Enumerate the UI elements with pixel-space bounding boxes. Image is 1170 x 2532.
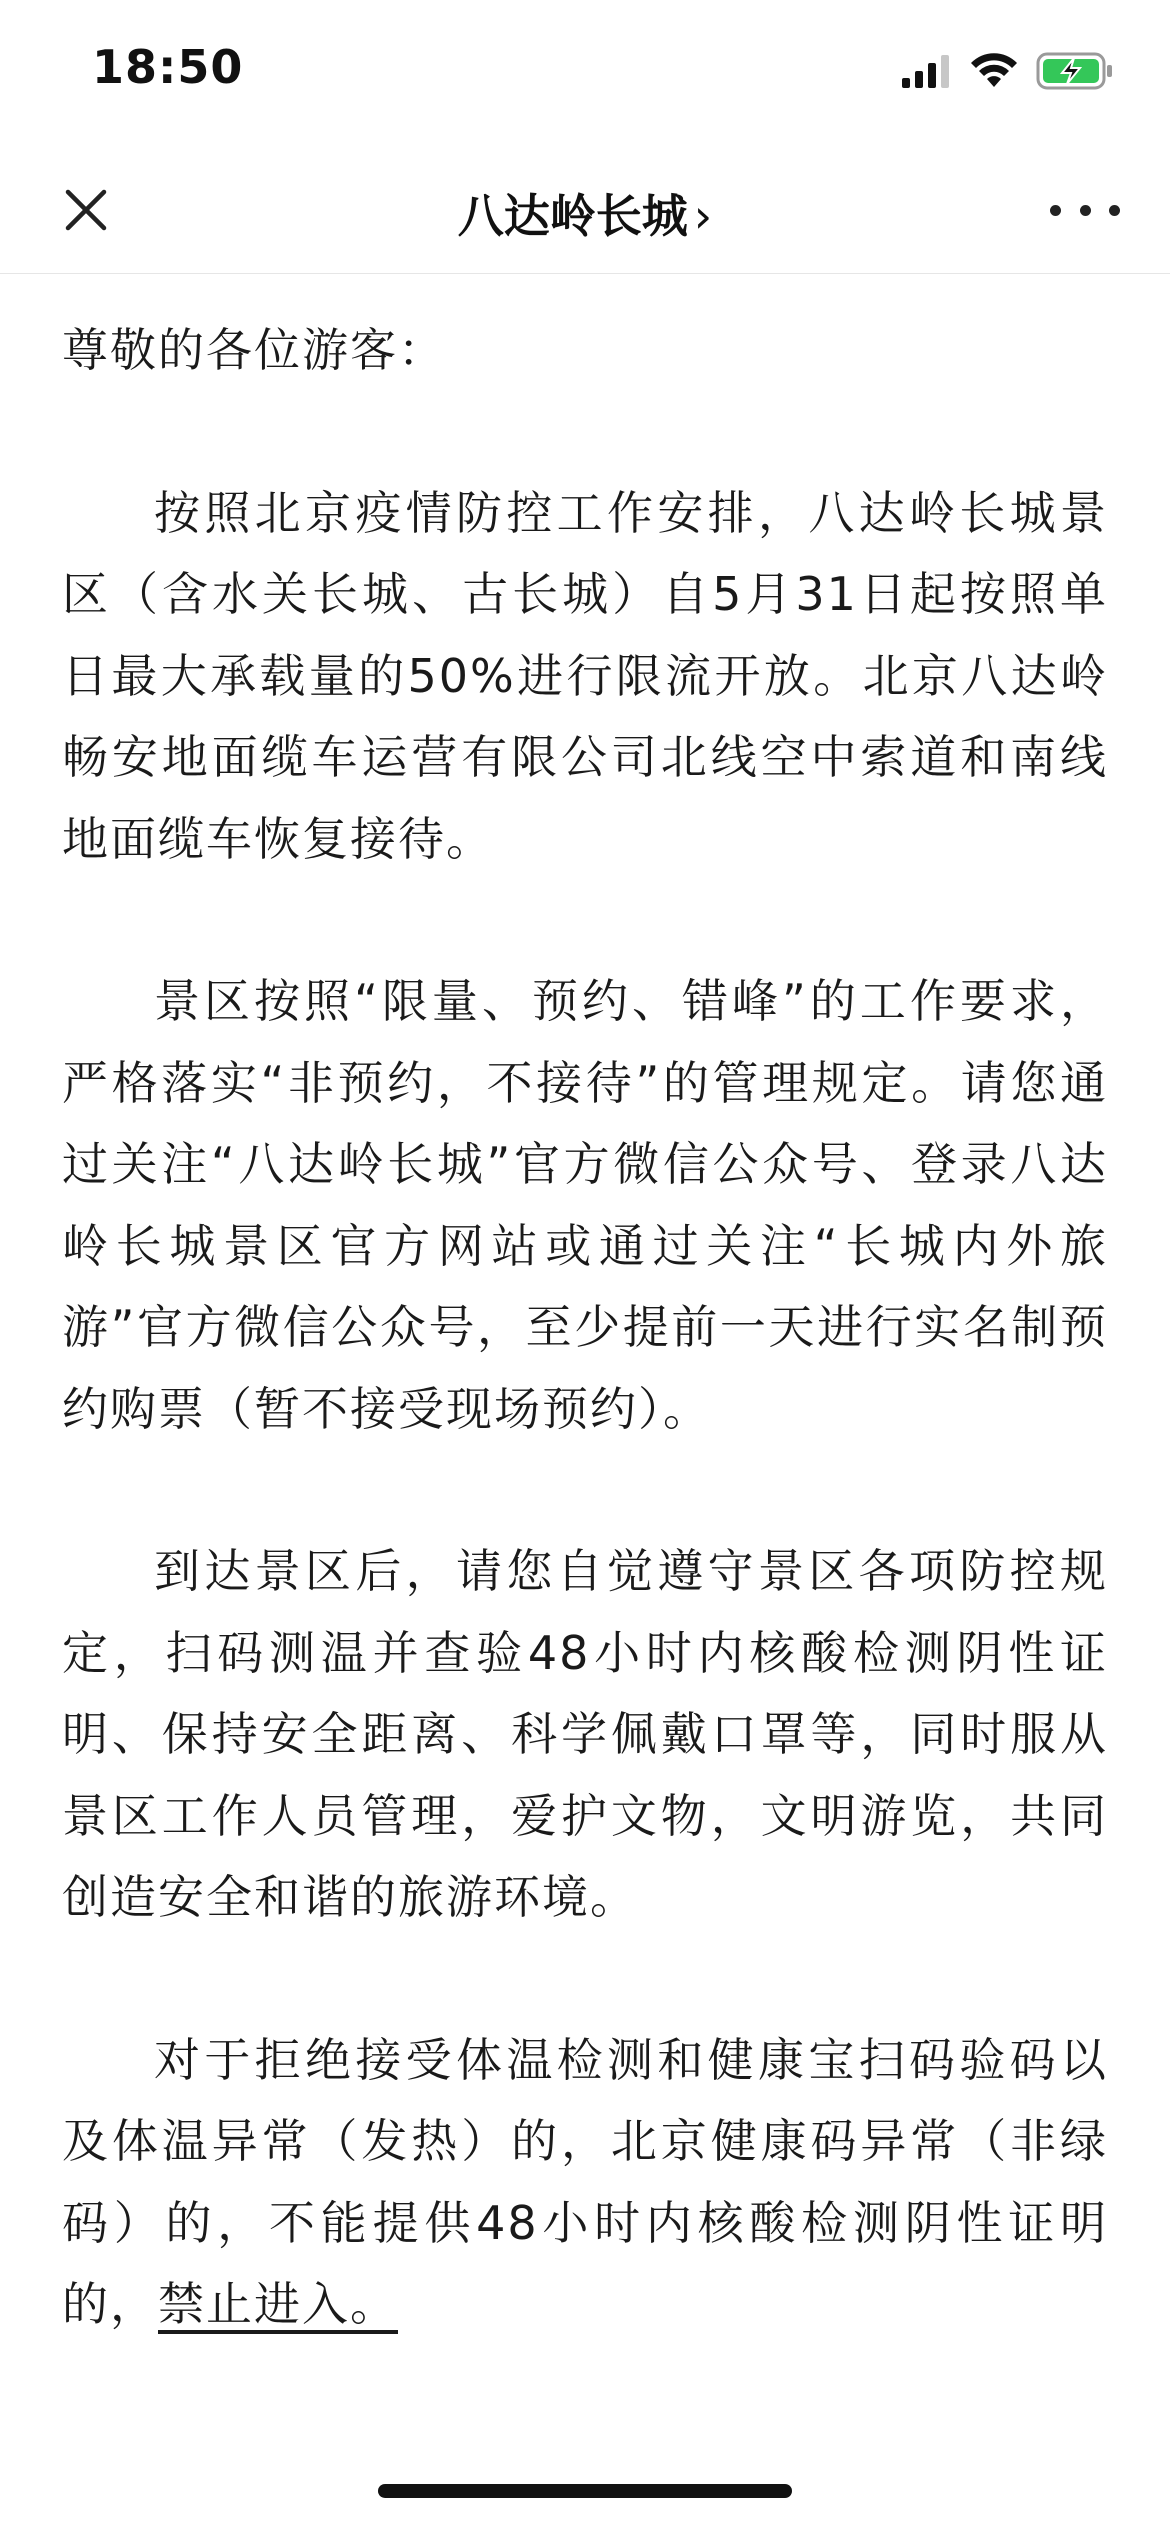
wifi-icon	[970, 53, 1018, 89]
cellular-signal-icon	[902, 54, 952, 88]
status-icons	[902, 52, 1114, 90]
home-indicator[interactable]	[378, 2484, 792, 2498]
account-title-link[interactable]	[0, 180, 1170, 246]
article-paragraph-4-main: 对于拒绝接受体温检测和健康宝扫码验码以及体温异常（发热）的，北京健康码异常（非绿码）的，不能提供48小时内核酸检测阴性证明的，	[62, 2032, 1108, 2331]
article-paragraph-4-emphasis: 禁止进入。	[158, 2277, 398, 2331]
article-paragraph-3: 到达景区后，请您自觉遵守景区各项防控规定，扫码测温并查验48小时内核酸检测阴性证明、保持安全距离、科学佩戴口罩等，同时服从景区工作人员管理，爱护文物，文明游览，共同创造安全和谐的旅游环境。	[62, 1544, 1108, 1924]
article-paragraph-2: 景区按照“限量、预约、错峰”的工作要求，严格落实“非预约，不接待”的管理规定。请您通过关注“八达岭长城”官方微信公众号、登录八达岭长城景区官方网站或通过关注“长城内外旅游”官方微信公众号，至少提前一天进行实名制预约购票（暂不接受现场预约）。	[62, 974, 1108, 1436]
page-title: 八达岭长城	[457, 189, 688, 243]
status-bar	[0, 0, 1170, 150]
more-icon	[1050, 205, 1061, 216]
article-greeting: 尊敬的各位游客：	[62, 323, 446, 377]
nav-bar	[0, 150, 1170, 274]
battery-charging-icon	[1036, 52, 1114, 90]
article-body	[62, 310, 1108, 2427]
status-time: 18:50	[92, 40, 244, 94]
article-paragraph-4	[62, 2020, 1108, 2346]
chevron-right-icon: ›	[693, 189, 713, 243]
more-button[interactable]	[1050, 190, 1120, 230]
article-paragraph-1: 按照北京疫情防控工作安排，八达岭长城景区（含水关长城、古长城）自5月31日起按照单日最大承载量的50%进行限流开放。北京八达岭畅安地面缆车运营有限公司北线空中索道和南线地面缆车恢复接待。	[62, 485, 1108, 866]
